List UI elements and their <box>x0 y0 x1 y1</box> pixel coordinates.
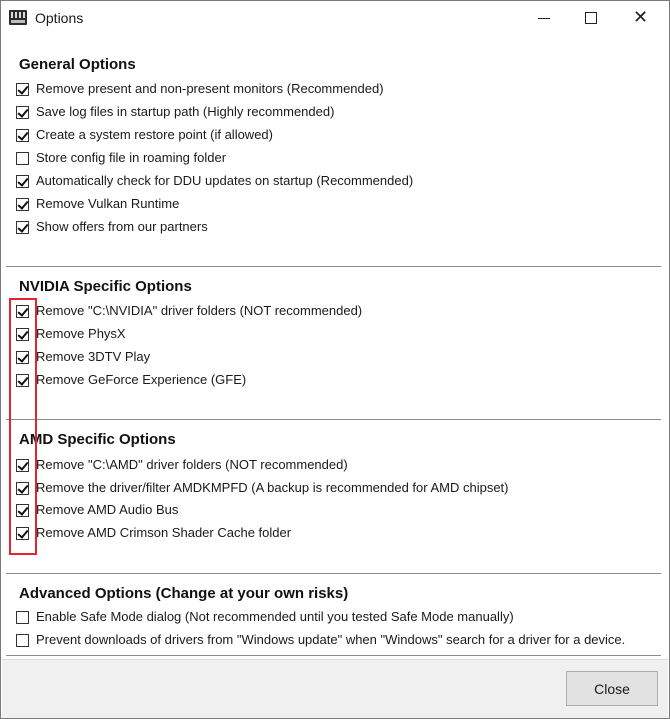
section-divider <box>6 573 661 574</box>
checkbox-checked[interactable] <box>16 129 29 142</box>
minimize-button[interactable] <box>521 1 567 35</box>
minimize-icon <box>538 18 550 19</box>
option-label: Store config file in roaming folder <box>36 150 227 165</box>
section-divider <box>6 655 661 656</box>
option-label: Remove Vulkan Runtime <box>36 196 180 211</box>
option-label: Automatically check for DDU updates on startup (Recommended) <box>36 173 414 188</box>
general-options-heading: General Options <box>19 56 136 73</box>
option-label: Save log files in startup path (Highly recommended) <box>36 104 335 119</box>
checkbox-checked[interactable] <box>16 175 29 188</box>
option-label: Show offers from our partners <box>36 219 208 234</box>
checkbox-highlight-box <box>9 298 37 555</box>
option-label: Remove GeForce Experience (GFE) <box>36 372 247 387</box>
advanced-options-heading: Advanced Options (Change at your own risks) <box>19 585 349 602</box>
option-label: Prevent downloads of drivers from "Windows update" when "Windows" search for a driver for a device. <box>36 632 626 647</box>
option-label: Remove PhysX <box>36 326 126 341</box>
option-label: Remove "C:\AMD" driver folders (NOT recommended) <box>36 457 348 472</box>
checkbox-unchecked[interactable] <box>16 152 29 165</box>
checkbox-checked[interactable] <box>16 221 29 234</box>
checkbox-checked[interactable] <box>16 83 29 96</box>
ddu-icon <box>9 10 27 25</box>
option-label: Create a system restore point (if allowed) <box>36 127 273 142</box>
checkbox-unchecked[interactable] <box>16 611 29 624</box>
amd-options-heading: AMD Specific Options <box>19 431 176 448</box>
close-window-button[interactable] <box>617 1 663 35</box>
nvidia-options-heading: NVIDIA Specific Options <box>19 278 192 295</box>
option-label: Remove 3DTV Play <box>36 349 151 364</box>
option-label: Remove "C:\NVIDIA" driver folders (NOT recommended) <box>36 303 363 318</box>
option-label: Remove the driver/filter AMDKMPFD (A backup is recommended for AMD chipset) <box>36 480 509 495</box>
option-label: Enable Safe Mode dialog (Not recommended until you tested Safe Mode manually) <box>36 609 514 624</box>
section-divider <box>6 266 661 267</box>
checkbox-unchecked[interactable] <box>16 634 29 647</box>
checkbox-checked[interactable] <box>16 106 29 119</box>
section-divider <box>6 419 661 420</box>
option-label: Remove AMD Audio Bus <box>36 502 179 517</box>
option-label: Remove present and non-present monitors (Recommended) <box>36 81 384 96</box>
close-icon: ✕ <box>633 7 649 27</box>
option-label: Remove AMD Crimson Shader Cache folder <box>36 525 292 540</box>
title-bar[interactable] <box>1 1 669 35</box>
close-button[interactable]: Close <box>566 671 658 706</box>
window-title: Options <box>35 10 84 26</box>
maximize-icon <box>585 12 597 24</box>
checkbox-checked[interactable] <box>16 198 29 211</box>
maximize-button[interactable] <box>567 1 613 35</box>
